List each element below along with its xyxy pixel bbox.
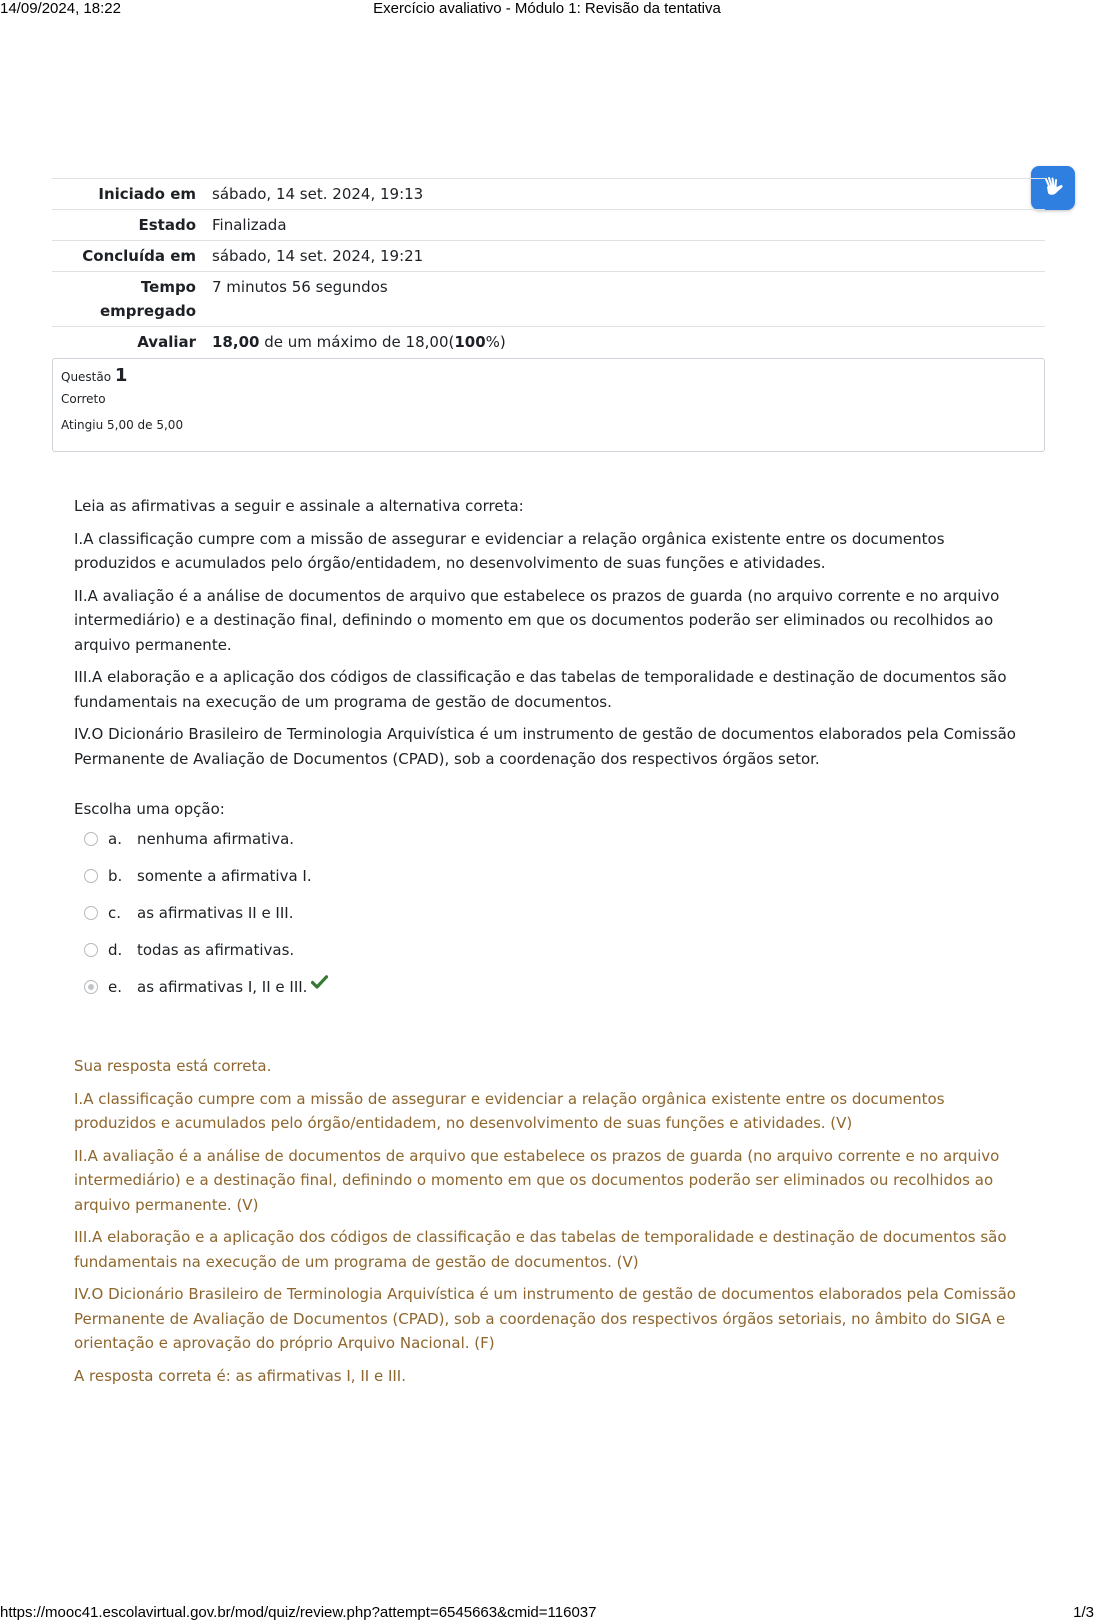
print-footer — [0, 1603, 1094, 1623]
summary-row-time — [52, 272, 1045, 327]
summary-row-completed — [52, 241, 1045, 272]
option-text: nenhuma afirmativa. — [137, 829, 295, 848]
summary-row-grade — [52, 327, 1045, 358]
question-content — [74, 494, 1029, 1010]
statement-1: I.A classificação cumpre com a missão de assegurar e evidenciar a relação orgânica existente entre os documentos produzidos e acumulados pelo órgão/entidadem, no desenvolvimento de suas funções e atividades. — [74, 529, 945, 572]
statement-2: II.A avaliação é a análise de documentos de arquivo que estabelece os prazos de guarda (no arquivo corrente e no arquivo intermediário) e a destinação final, definindo o momento em que os documentos poderão ser eliminados ou recolhidos ao arquivo permanente. — [74, 586, 1000, 654]
right-answer: A resposta correta é: as afirmativas I, II e III. — [74, 1366, 406, 1385]
time-label-line-2: empregado — [99, 302, 196, 320]
statement-3: III.A elaboração e a aplicação dos códigos de classificação e das tabelas de temporalidade e destinação de documentos são fundamentais na execução de um programa de gestão de documentos. — [74, 668, 1007, 711]
correct-check-icon — [311, 975, 328, 989]
question-label: Questão — [61, 370, 112, 384]
question-state: Correto — [61, 392, 106, 406]
feedback-item-2: II.A avaliação é a análise de documentos de arquivo que estabelece os prazos de guarda (no arquivo corrente e no arquivo intermediário) e a destinação final, definindo o momento em que os documentos poderão ser eliminados ou recolhidos ao arquivo permanente. (V) — [74, 1146, 1000, 1214]
time-value: 7 minutos 56 segundos — [212, 278, 388, 296]
grade-score: 18,00 — [212, 333, 260, 351]
grade-percent-suffix: %) — [485, 333, 506, 351]
completed-label: Concluída em — [82, 247, 196, 265]
option-letter: b. — [108, 866, 123, 885]
question-intro: Leia as afirmativas a seguir e assinale a alternativa correta: — [74, 497, 524, 515]
radio-button[interactable] — [84, 906, 98, 920]
radio-button-selected[interactable] — [84, 980, 98, 994]
summary-row-state — [52, 210, 1045, 241]
time-label-line-1: Tempo — [140, 278, 196, 296]
option-letter: c. — [108, 903, 122, 922]
question-info-box — [52, 358, 1045, 452]
attempt-summary-table — [52, 178, 1045, 357]
feedback-item-3: III.A elaboração e a aplicação dos códigos de classificação e das tabelas de temporalidade e destinação de documentos são fundamentais na execução de um programa de gestão de documentos. (V) — [74, 1228, 1007, 1271]
print-datetime: 14/09/2024, 18:22 — [0, 0, 121, 17]
print-url: https://mooc41.escolavirtual.gov.br/mod/quiz/review.php?attempt=6545663&cmid=116037 — [0, 1604, 597, 1621]
time-label — [52, 272, 210, 327]
question-number — [61, 365, 1036, 386]
feedback-item-1: I.A classificação cumpre com a missão de assegurar e evidenciar a relação orgânica existente entre os documentos produzidos e acumulados pelo órgão/entidadem, no desenvolvimento de suas funções e atividades. (V) — [74, 1089, 945, 1132]
option-letter: a. — [108, 829, 122, 848]
option-text: todas as afirmativas. — [137, 940, 295, 959]
choose-option-prompt: Escolha uma opção: — [74, 800, 225, 818]
answer-options — [74, 825, 1029, 1010]
print-page-number: 1/3 — [1073, 1604, 1094, 1621]
option-text: somente a afirmativa I. — [137, 866, 312, 885]
radio-button[interactable] — [84, 943, 98, 957]
grade-max-text: de um máximo de 18,00( — [259, 333, 455, 351]
started-label: Iniciado em — [98, 185, 196, 203]
summary-row-started — [52, 179, 1045, 210]
started-value: sábado, 14 set. 2024, 19:13 — [212, 185, 424, 203]
option-b[interactable] — [74, 862, 1029, 899]
option-a[interactable] — [74, 825, 1029, 862]
option-c[interactable] — [74, 899, 1029, 936]
feedback-headline: Sua resposta está correta. — [74, 1057, 272, 1075]
print-page-title: Exercício avaliativo - Módulo 1: Revisão da tentativa — [373, 0, 721, 17]
radio-button[interactable] — [84, 832, 98, 846]
grade-percent: 100 — [454, 333, 486, 351]
option-d[interactable] — [74, 936, 1029, 973]
print-header — [0, 0, 1094, 20]
grade-value — [210, 327, 1045, 358]
completed-value: sábado, 14 set. 2024, 19:21 — [212, 247, 424, 265]
grade-label: Avaliar — [137, 333, 196, 351]
option-text: as afirmativas II e III. — [137, 903, 294, 922]
option-letter: d. — [108, 940, 123, 959]
option-e[interactable] — [74, 973, 1029, 1010]
statement-4: IV.O Dicionário Brasileiro de Terminologia Arquivística é um instrumento de gestão de documentos elaborados pela Comissão Permanente de Avaliação de Documentos (CPAD), sob a coordenação dos respectivos órgãos setor. — [74, 725, 1016, 768]
feedback-item-4: IV.O Dicionário Brasileiro de Terminologia Arquivística é um instrumento de gestão de documentos elaborados pela Comissão Permanente de Avaliação de Documentos (CPAD), sob a coordenação dos respectivos órgãos setoriais, no âmbito do SIGA e orientação e aprovação do próprio Arquivo Nacional. (F) — [74, 1285, 1016, 1352]
state-value: Finalizada — [212, 216, 287, 234]
option-text: as afirmativas I, II e III. — [137, 977, 308, 996]
radio-button[interactable] — [84, 869, 98, 883]
answer-feedback — [74, 1054, 1029, 1396]
option-letter: e. — [108, 977, 122, 996]
question-grade: Atingiu 5,00 de 5,00 — [61, 418, 184, 432]
question-number-value: 1 — [114, 365, 128, 386]
state-label: Estado — [138, 216, 196, 234]
